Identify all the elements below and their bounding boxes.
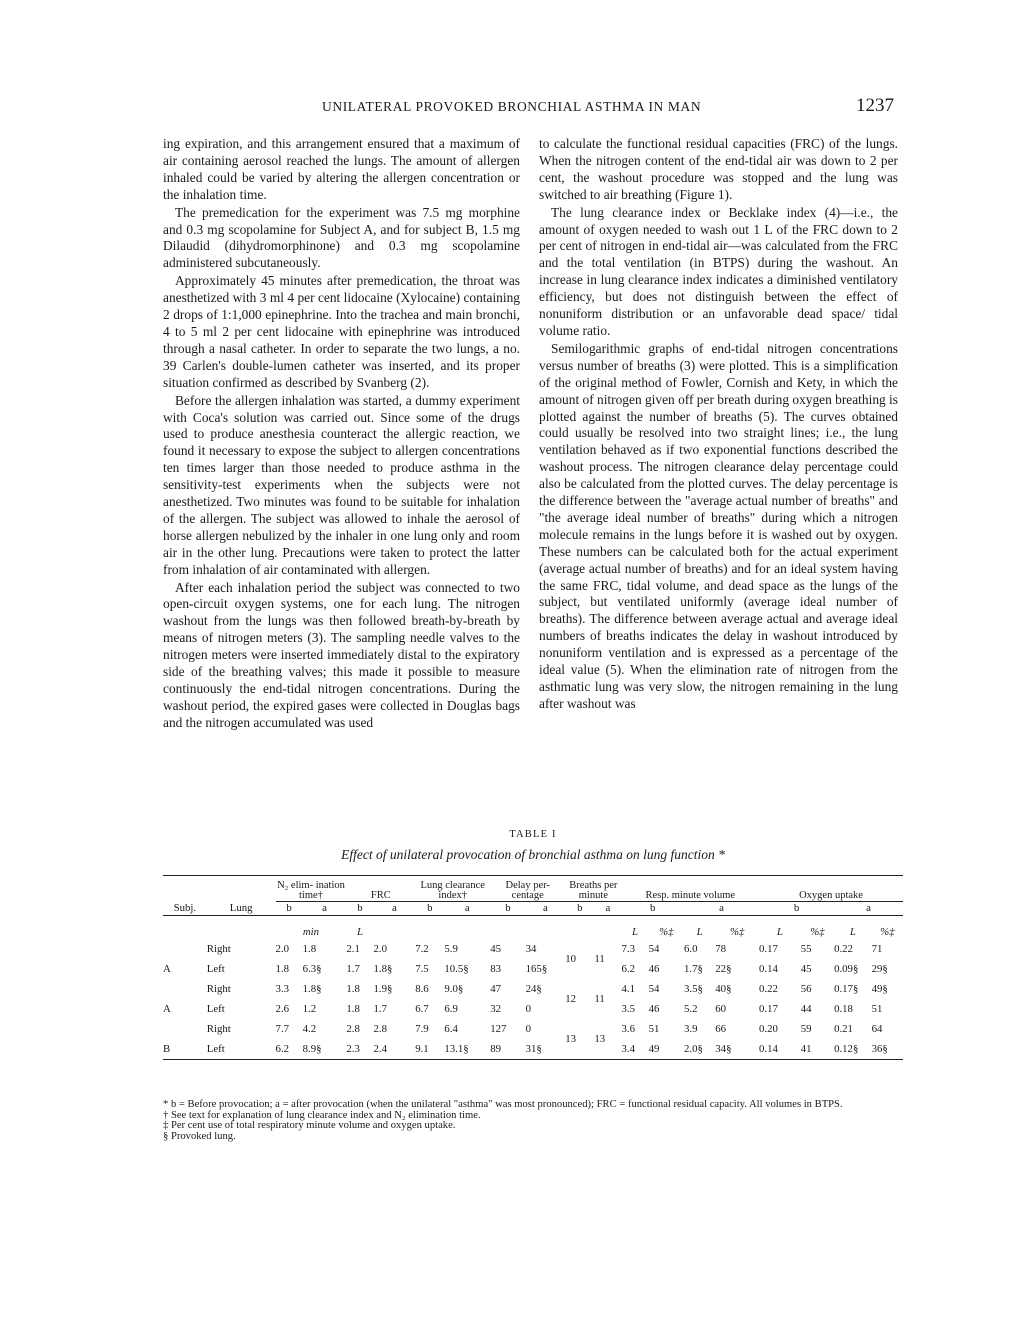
paragraph: Before the allergen inhalation was started, a dummy experiment with Coca's solution was carried out. Since some of the drugs used to produce anesthesia counteract the allergic reaction, we found it necessary to expose the subject to allergen concentrations ten times larger than those needed to produce asthma in the sensitivity-test experiments when the subjects were not anesthetized. Two minutes was found to be suitable for inhalation of the allergen. The subject was allowed to inhale the aerosol of horse allergen nebulized by the inhaler in one lung only and room air in the other lung. Precautions were taken to protect the latter from inhalation of air contaminated with allergen.: [163, 392, 520, 577]
header-a: a: [594, 902, 621, 916]
table-cell: 49§: [871, 982, 888, 995]
unit-percent: %‡: [659, 926, 674, 938]
unit-percent: %‡: [880, 926, 895, 938]
table-cell: 24§: [525, 982, 542, 995]
header-oxygen-uptake: Oxygen uptake: [759, 881, 903, 902]
table-row: [163, 959, 903, 979]
header-a: a: [526, 902, 566, 916]
table-cell: 64: [871, 1022, 883, 1035]
unit-liters: L: [849, 926, 856, 938]
unit-liters: L: [776, 926, 783, 938]
header-a: a: [303, 902, 347, 916]
table-cell: 165§: [525, 962, 548, 975]
table-cell: 0.17§: [834, 982, 859, 995]
table-bottom-rule: [163, 1060, 903, 1061]
table-top-rule: [163, 875, 903, 876]
table-cell: Left: [206, 1002, 225, 1015]
table-cell: 4.1: [621, 982, 635, 995]
table-cell: 1.2: [302, 1002, 317, 1015]
table-cell: 7.9: [415, 1022, 429, 1035]
table-cell: 6.0: [684, 942, 698, 955]
footnote: ‡ Per cent use of total respiratory minute volume and oxygen uptake.: [163, 1120, 456, 1131]
table-cell: 8.6: [415, 982, 429, 995]
table-cell: 10: [565, 952, 577, 965]
header-b: b: [415, 902, 444, 916]
table-cell: 6.4: [444, 1022, 458, 1035]
header-b: b: [565, 902, 594, 916]
table-cell: 1.8§: [302, 982, 322, 995]
header-breaths: Breaths per minute: [565, 881, 621, 902]
table-cell: 54: [648, 942, 660, 955]
table-cell: 3.3: [275, 982, 290, 995]
right-column: [539, 136, 898, 714]
table-cell: 2.1: [346, 942, 360, 955]
table-cell: Left: [206, 1042, 225, 1055]
table-cell: 3.5: [621, 1002, 635, 1015]
header-delay: Delay per- centage: [490, 881, 565, 902]
header-a: a: [834, 902, 903, 916]
table-cell: 47: [490, 982, 501, 995]
table-cell: 6.7: [415, 1002, 429, 1015]
table-row: [163, 979, 903, 999]
header-lung-clearance: Lung clearance index†: [415, 881, 490, 902]
table-cell: 83: [490, 962, 501, 975]
table-cell: 6.3§: [302, 962, 322, 975]
table-cell: 78: [715, 942, 727, 955]
table-cell: 3.9: [684, 1022, 698, 1035]
page-number: 1237: [856, 95, 894, 116]
table-cell: [163, 979, 207, 999]
table-cell: 7.7: [275, 1022, 290, 1035]
table-cell: 5.9: [444, 942, 458, 955]
paragraph: ing expiration, and this arrangement ensured that a maximum of air containing aerosol reached the lungs. The amount of allergen inhaled could be varied by altering the allergen concentration or the inhalation time.: [163, 136, 520, 202]
table-cell: 2.8: [373, 1022, 387, 1035]
table-cell: 10.5§: [444, 962, 469, 975]
table-cell: 0.09§: [834, 962, 859, 975]
running-title: UNILATERAL PROVOKED BRONCHIAL ASTHMA IN MAN: [322, 99, 702, 114]
table-cell: 2.3: [346, 1042, 360, 1055]
unit-min: min: [302, 926, 320, 938]
header-frc: FRC: [346, 881, 415, 902]
left-column: [163, 136, 520, 733]
table-cell: 51: [648, 1022, 660, 1035]
table-cell: 71: [871, 942, 883, 955]
table-cell: 6.9: [444, 1002, 458, 1015]
table-cell: 0.20: [759, 1022, 778, 1035]
table-cell: 22§: [715, 962, 732, 975]
table-cell: 11: [594, 992, 605, 1005]
table-cell: 13: [565, 1032, 577, 1045]
table-cell: 56: [800, 982, 812, 995]
table-cell: 5.2: [684, 1002, 698, 1015]
table-cell: 0: [525, 1002, 532, 1015]
table-cell: 6.2: [621, 962, 635, 975]
table-cell: 46: [648, 962, 660, 975]
table-cell: 2.0§: [684, 1042, 703, 1055]
table-cell: 0.14: [759, 962, 778, 975]
unit-liters: L: [632, 926, 639, 938]
table-cell: A: [163, 1002, 171, 1015]
table-cell: 59: [800, 1022, 812, 1035]
table-cell: 31§: [525, 1042, 542, 1055]
table-cell: Right: [206, 942, 231, 955]
table-cell: B: [163, 1042, 171, 1055]
table-body: [163, 916, 903, 1061]
header-n2-elimination: N₂ elim- ination time†: [277, 880, 345, 901]
table-caption: Effect of unilateral provocation of bronchial asthma on lung function *: [341, 847, 725, 862]
table-cell: 40§: [715, 982, 732, 995]
table-cell: 4.2: [302, 1022, 317, 1035]
table-label: TABLE I: [509, 829, 557, 840]
table-cell: 51: [871, 1002, 883, 1015]
table-cell: 9.1: [415, 1042, 429, 1055]
table-cell: 8.9§: [302, 1042, 322, 1055]
table-cell: 1.7: [346, 962, 360, 975]
table-cell: 1.8: [275, 962, 290, 975]
table-cell: 49: [648, 1042, 660, 1055]
table-cell: 34: [525, 942, 537, 955]
paragraph: Approximately 45 minutes after premedication, the throat was anesthetized with 3 ml 4 per cent lidocaine (Xylocaine) containing 2 drops of 1:1,000 epinephrine. Into the trachea and main bronchi, 4 to 5 ml 2 per cent lidocaine with epinephrine was introduced through a nasal catheter. In order to separate the two lungs, a no. 39 Carlen's double-lumen catheter was inserted, and its proper situation confirmed as described by Svanberg (2).: [163, 273, 520, 390]
table-cell: 0.18: [834, 1002, 853, 1015]
paragraph: The premedication for the experiment was 7.5 mg morphine and 0.3 mg scopolamine for Subject A, and for subject B, 1.5 mg Dilaudid (dihydromorphinone) and 0.3 mg scopolamine administered subcutaneously.: [163, 204, 520, 271]
table-cell: 1.7: [373, 1002, 387, 1015]
table-row: [163, 1019, 903, 1039]
paragraph: The lung clearance index or Becklake index (4)—i.e., the amount of oxygen needed to wash out 1 L of the FRC down to 2 per cent of nitrogen in end-tidal air—was calculated from the FRC and the total ventilation (in BTPS) during the washout. An increase in lung clearance index indicates a diminished ventilatory efficiency, but does not distinguish between the effect of nonuniform distribution or an unfavorable dead space/ tidal volume ratio.: [539, 204, 898, 338]
table-cell: 36§: [871, 1042, 888, 1055]
table-cell: 0.17: [759, 1002, 778, 1015]
header-b: b: [490, 902, 525, 916]
table-cell: 55: [800, 942, 812, 955]
table-row: [163, 999, 903, 1019]
table-cell: 3.4: [621, 1042, 635, 1055]
header-b: b: [759, 902, 834, 916]
header-resp-minute-volume: Resp. minute volume: [621, 881, 759, 902]
table-cell: 46: [648, 1002, 660, 1015]
table-cell: 0: [525, 1022, 532, 1035]
table-cell: 1.8: [346, 1002, 360, 1015]
unit-percent: %‡: [729, 926, 745, 938]
table-cell: 0.14: [759, 1042, 778, 1055]
table-cell: 45: [800, 962, 812, 975]
paragraph: to calculate the functional residual capacities (FRC) of the lungs. When the nitrogen content of the end-tidal air was down to 2 per cent, the washout procedure was stopped and the lung was switched to air breathing (Figure 1).: [539, 136, 898, 202]
table-cell: 66: [715, 1022, 727, 1035]
table-cell: 2.0: [275, 942, 290, 955]
table-cell: [163, 1019, 207, 1039]
table-cell: 0.12§: [834, 1042, 859, 1055]
table-cell: 45: [490, 942, 501, 955]
footnote: * b = Before provocation; a = after provocation (when the unilateral "asthma" was most pronounced); FRC = functional residual capacity. All volumes in BTPS.: [163, 1099, 843, 1110]
header-lung: Lung: [207, 902, 276, 916]
table-cell: 127: [490, 1022, 507, 1035]
table-cell: 41: [800, 1042, 812, 1055]
table-footnotes: [163, 1100, 908, 1142]
table-row: [163, 939, 903, 959]
header-b: b: [621, 902, 684, 916]
table-cell: 11: [594, 952, 605, 965]
header-b: b: [346, 902, 373, 916]
table-cell: Right: [206, 982, 231, 995]
table-cell: 3.5§: [684, 982, 703, 995]
table-cell: 6.2: [275, 1042, 290, 1055]
table-row: [163, 1039, 903, 1060]
header-a: a: [444, 902, 490, 916]
table-cell: 2.4: [373, 1042, 387, 1055]
table-cell: 44: [800, 1002, 812, 1015]
table-cell: 2.8: [346, 1022, 360, 1035]
header-a: a: [684, 902, 759, 916]
table-cell: 1.7§: [684, 962, 703, 975]
table-cell: 0.17: [759, 942, 778, 955]
table-cell: 54: [648, 982, 660, 995]
table-cell: 7.5: [415, 962, 429, 975]
table-1: [163, 829, 903, 1055]
table-cell: 1.9§: [373, 982, 393, 995]
table-cell: 7.2: [415, 942, 429, 955]
header-subj: Subj.: [163, 902, 207, 916]
table-cell: 12: [565, 992, 577, 1005]
table-cell: 1.8: [346, 982, 360, 995]
table-cell: 7.3: [621, 942, 635, 955]
table-cell: [163, 939, 207, 959]
unit-liters: L: [356, 926, 363, 938]
table-cell: 34§: [715, 1042, 732, 1055]
unit-liters: L: [696, 926, 703, 938]
table-cell: 60: [715, 1002, 727, 1015]
paragraph: After each inhalation period the subject was connected to two open-circuit oxygen systems, one for each lung. The nitrogen washout from the lungs was then followed breath-by-breath by means of nitrogen meters (3). The sampling needle valves to the nitrogen meters were inserted immediately distal to the expiratory side of the breathing valves; this made it possible to measure continuously the end-tidal nitrogen concentrations. During the washout period, the expired gases were collected in Douglas bags and the nitrogen accumulated was used: [163, 579, 520, 730]
table-cell: 0.22: [759, 982, 778, 995]
table-cell: 2.0: [373, 942, 387, 955]
table-cell: 2.6: [275, 1002, 290, 1015]
footnote: § Provoked lung.: [163, 1130, 236, 1142]
header-a: a: [374, 902, 416, 916]
table-cell: 29§: [871, 962, 888, 975]
table-cell: 9.0§: [444, 982, 464, 995]
table-cell: 1.8: [302, 942, 317, 955]
table-cell: 32: [490, 1002, 501, 1015]
lung-function-table: [163, 881, 903, 1060]
table-cell: 13: [594, 1032, 606, 1045]
table-cell: 0.22: [834, 942, 853, 955]
unit-percent: %‡: [810, 926, 825, 938]
table-cell: Right: [206, 1022, 231, 1035]
table-cell: 89: [490, 1042, 501, 1055]
table-cell: 3.6: [621, 1022, 635, 1035]
header-b: b: [276, 902, 303, 916]
table-cell: 13.1§: [444, 1042, 469, 1055]
paragraph: Semilogarithmic graphs of end-tidal nitrogen concentrations versus number of breaths (3) were plotted. This is a simplification of the original method of Fowler, Cornish and Kety, in which the amount of nitrogen given off per breath during oxygen breathing is plotted against the number of breaths (5). The curves obtained could usually be resolved into two straight lines; i.e., the lung ventilation behaved as if two exponential functions described the washout process. The nitrogen clearance delay percentage could also be calculated from the plotted curves. The delay percentage is the difference between the "average actual number of breaths" and "the average ideal number of breaths" during which a nitrogen molecule remains in the lungs before it is washed out by oxygen. These numbers can be calculated both for the actual experiment (average actual number of breaths) and for an ideal system having the same FRC, tidal volume, and dead space as the lungs of the subject, but ventilated uniformly (average ideal number of breaths). The difference between average actual and average ideal numbers of breaths indicates the delay in washout introduced by nonuniform ventilation and is expressed as a percentage of the ideal value (5). When the elimination rate of nitrogen from the asthmatic lung was very slow, the nitrogen remaining in the lung after washout was: [539, 340, 898, 711]
table-cell: Left: [206, 962, 225, 975]
table-cell: 1.8§: [373, 962, 393, 975]
table-cell: A: [163, 962, 171, 975]
footnote: † See text for explanation of lung clearance index and N₂ elimination time.: [163, 1109, 481, 1121]
table-cell: 0.21: [834, 1022, 853, 1035]
